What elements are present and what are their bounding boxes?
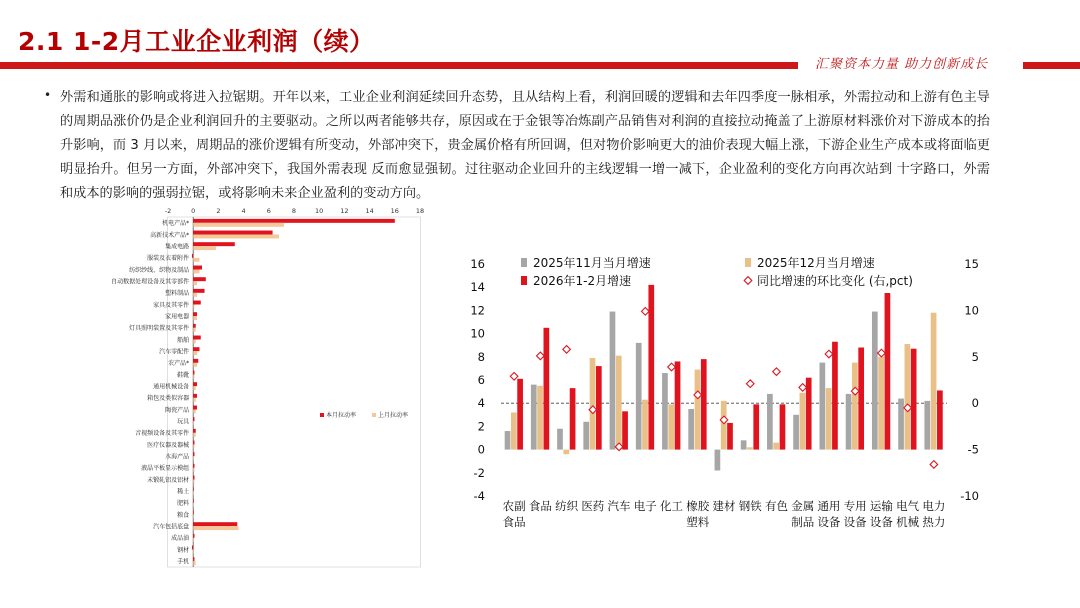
body-paragraph: 外需和通胀的影响或将进入拉锯期。开年以来，工业企业利润延续回升态势，且从结构上看，利润回暖的逻辑和去年四季度一脉相承，外需拉动和上游有色主导的周期品涨价仍是企业利润回升的主要驱动。之所以两者能够共存，原因或在于金银等冶炼副产品销售对利润的直接拉动掩盖了上游原材料涨价对下游成本的抬升影响，而 3 月以来，周期品的涨价逻辑有所变动，外部冲突下，贵金属价格有所回调，但对物价影响更大的油价表现大幅上涨，下游企业生产成本或将面临更明显抬升。但另一方面，外部冲突下，我国外需表现 反而愈显强韧。过往驱动企业回升的主线逻辑一增一减下，企业盈利的变化方向再次站到 十字路口，外需和成本的影响的强弱拉锯，或将影响未来企业盈利的变动方向。 bbox=[60, 90, 990, 201]
x-tick-label: 6 bbox=[266, 207, 271, 215]
bar-janfeb bbox=[701, 359, 707, 449]
bar-previous bbox=[193, 398, 196, 402]
category-label-line2: 设备 bbox=[869, 515, 893, 529]
bullet-mark: • bbox=[44, 88, 52, 102]
page-title: 2.1 1-2月工业企业利润（续） bbox=[18, 27, 375, 56]
x-tick-label: 0 bbox=[191, 207, 196, 215]
category-label: 汽车 bbox=[607, 499, 631, 513]
left-bar-chart bbox=[108, 205, 438, 575]
bar-nov bbox=[531, 385, 537, 450]
category-label: 汽车包括底盘 bbox=[153, 523, 190, 531]
bar-previous bbox=[193, 293, 197, 297]
bar-current bbox=[193, 324, 196, 328]
bar-current bbox=[193, 417, 194, 421]
legend-label: 2025年11月当月增速 bbox=[533, 256, 651, 270]
category-label: 家具及其零件 bbox=[153, 301, 190, 309]
bar-previous bbox=[193, 223, 284, 227]
category-label: 通用机械设备 bbox=[153, 383, 190, 391]
x-tick-label: 2 bbox=[216, 207, 221, 215]
legend-swatch bbox=[521, 258, 527, 267]
bar-dec bbox=[852, 363, 858, 450]
bar-nov bbox=[819, 363, 825, 450]
y-tick-label: 10 bbox=[470, 326, 485, 341]
category-label-line2: 制品 bbox=[791, 515, 815, 529]
x-tick-label: -2 bbox=[164, 207, 172, 215]
bar-previous bbox=[193, 421, 194, 425]
bar-dec bbox=[826, 388, 832, 449]
bar-nov bbox=[583, 422, 589, 450]
bar-previous bbox=[193, 270, 199, 274]
bar-current bbox=[193, 289, 204, 293]
category-label: 纺织纱线、织物及制品 bbox=[129, 266, 190, 274]
y2-tick-label: 5 bbox=[971, 349, 979, 364]
bar-current bbox=[193, 406, 197, 410]
bar-previous bbox=[193, 340, 196, 344]
bar-previous bbox=[193, 316, 197, 320]
category-label: 箱包及类似容器 bbox=[147, 395, 190, 403]
plot-frame bbox=[168, 217, 421, 567]
bar-previous bbox=[193, 445, 194, 449]
bar-dec bbox=[773, 443, 779, 450]
bar-dec bbox=[878, 357, 884, 450]
bar-previous bbox=[193, 456, 194, 460]
bar-previous bbox=[193, 386, 196, 390]
category-label: 集成电路 bbox=[165, 243, 190, 251]
x-tick-label: 4 bbox=[241, 207, 246, 215]
bar-current bbox=[193, 511, 194, 515]
bar-janfeb bbox=[570, 388, 576, 449]
bar-janfeb bbox=[937, 390, 943, 449]
bar-current bbox=[193, 336, 201, 340]
diamond-marker bbox=[537, 352, 545, 360]
bar-current bbox=[193, 359, 198, 363]
bar-janfeb bbox=[517, 379, 523, 450]
bar-previous bbox=[193, 375, 194, 379]
x-tick-label: 12 bbox=[340, 207, 349, 215]
bar-previous bbox=[193, 305, 194, 309]
category-label: 船舶 bbox=[177, 336, 190, 344]
category-label: 专用 bbox=[843, 499, 867, 513]
bar-janfeb bbox=[727, 423, 733, 450]
bar-previous bbox=[193, 433, 196, 437]
category-label: 建材 bbox=[712, 499, 736, 513]
bar-janfeb bbox=[675, 361, 681, 449]
bar-current bbox=[192, 546, 193, 550]
category-label: 金属 bbox=[791, 499, 815, 513]
legend-label: 同比增速的环比变化 (右,pct) bbox=[757, 274, 913, 288]
category-label: 家用电器 bbox=[165, 313, 190, 321]
diamond-marker bbox=[773, 368, 781, 376]
y2-tick-label: 15 bbox=[964, 257, 979, 271]
bar-previous bbox=[193, 526, 238, 530]
diamond-marker bbox=[799, 384, 807, 392]
category-label: 电气 bbox=[896, 499, 920, 513]
category-label: 玩具 bbox=[177, 418, 190, 426]
legend-swatch bbox=[745, 258, 751, 267]
diamond-marker bbox=[563, 346, 571, 354]
bar-dec bbox=[668, 404, 674, 449]
category-label: 钢铁 bbox=[738, 499, 762, 513]
category-label: 钢材 bbox=[177, 546, 190, 554]
category-label: 稀土 bbox=[177, 488, 190, 496]
bar-previous bbox=[193, 410, 196, 414]
bar-current bbox=[193, 429, 196, 433]
x-tick-label: 16 bbox=[390, 207, 399, 215]
legend-swatch bbox=[521, 276, 527, 285]
y-tick-label: 16 bbox=[470, 257, 485, 271]
bar-current bbox=[193, 371, 194, 375]
diamond-marker bbox=[746, 380, 754, 388]
bar-janfeb bbox=[832, 342, 838, 450]
bar-previous bbox=[193, 246, 216, 250]
bar-previous bbox=[193, 561, 196, 565]
category-label: 食品 bbox=[528, 499, 552, 513]
legend-label: 上月拉动率 bbox=[378, 412, 409, 419]
bar-nov bbox=[898, 399, 904, 450]
bar-previous bbox=[193, 503, 194, 507]
bar-current bbox=[193, 464, 194, 468]
category-label-line2: 机械 bbox=[896, 515, 920, 529]
bar-previous bbox=[193, 363, 197, 367]
bar-janfeb bbox=[911, 349, 917, 450]
bar-previous bbox=[193, 235, 279, 239]
category-label: 液晶平板显示模组 bbox=[141, 465, 190, 473]
category-label: 音视频设备及其零件 bbox=[135, 430, 190, 438]
category-label-line2: 设备 bbox=[843, 515, 867, 529]
bar-current bbox=[193, 242, 235, 246]
diamond-marker bbox=[641, 308, 649, 316]
y2-tick-label: -5 bbox=[967, 442, 979, 457]
bar-dec bbox=[590, 358, 596, 450]
y2-tick-label: -10 bbox=[960, 489, 979, 503]
bar-current bbox=[193, 231, 272, 235]
bar-nov bbox=[715, 450, 721, 471]
diamond-marker bbox=[510, 372, 518, 380]
category-label-line2: 设备 bbox=[817, 515, 841, 529]
bar-previous bbox=[193, 328, 196, 332]
legend-swatch bbox=[372, 413, 376, 417]
category-label-line2: 热力 bbox=[922, 515, 946, 529]
bar-janfeb bbox=[780, 404, 786, 449]
category-label: 纺织 bbox=[555, 499, 579, 513]
bar-nov bbox=[846, 394, 852, 450]
bar-dec bbox=[563, 450, 569, 455]
bar-previous bbox=[193, 480, 194, 484]
bar-nov bbox=[872, 312, 878, 450]
category-label: 塑料制品 bbox=[165, 290, 190, 298]
bar-nov bbox=[924, 401, 930, 450]
right-bar-chart bbox=[455, 248, 979, 538]
bar-previous bbox=[193, 258, 199, 262]
bar-dec bbox=[747, 447, 753, 449]
bar-dec bbox=[616, 356, 622, 450]
bar-nov bbox=[610, 312, 616, 450]
category-label: 鞋靴 bbox=[177, 371, 190, 379]
category-label-line2: 食品 bbox=[502, 515, 526, 529]
category-label: 农产品* bbox=[168, 360, 190, 368]
y-tick-label: 14 bbox=[470, 280, 485, 295]
legend-swatch bbox=[320, 413, 324, 417]
category-label: 农副 bbox=[502, 499, 526, 513]
category-label: 粮食 bbox=[177, 511, 190, 519]
bar-janfeb bbox=[858, 348, 864, 450]
bar-current bbox=[193, 266, 202, 270]
diamond-marker bbox=[930, 461, 938, 469]
x-tick-label: 10 bbox=[315, 207, 324, 215]
legend-label: 2025年12月当月增速 bbox=[757, 256, 875, 270]
category-label: 成品油 bbox=[171, 535, 190, 543]
category-label: 灯具照明装置及其零件 bbox=[129, 325, 190, 333]
bar-current bbox=[193, 382, 197, 386]
bar-current bbox=[193, 452, 194, 456]
legend-label: 2026年1-2月增速 bbox=[533, 274, 632, 288]
bar-current bbox=[193, 277, 206, 281]
bar-previous bbox=[193, 538, 194, 542]
bar-janfeb bbox=[544, 328, 550, 450]
bar-nov bbox=[793, 415, 799, 450]
y-tick-label: 4 bbox=[477, 396, 485, 411]
bar-dec bbox=[537, 386, 543, 450]
bar-previous bbox=[193, 351, 197, 355]
category-label: 水海产品 bbox=[165, 453, 190, 461]
category-label: 化工 bbox=[660, 499, 684, 513]
category-label: 服装及衣着附件 bbox=[147, 255, 190, 263]
category-label: 肥料 bbox=[177, 500, 190, 508]
bar-janfeb bbox=[806, 378, 812, 450]
category-label: 电子 bbox=[633, 499, 657, 513]
bar-previous bbox=[193, 468, 194, 472]
bar-nov bbox=[767, 394, 773, 450]
category-label: 通用 bbox=[817, 499, 841, 513]
bar-current bbox=[193, 219, 395, 223]
bar-current bbox=[193, 347, 199, 351]
bar-nov bbox=[636, 343, 642, 450]
category-label: 电力 bbox=[922, 499, 946, 513]
category-label: 汽车零配件 bbox=[159, 348, 190, 356]
bar-previous bbox=[193, 515, 194, 519]
bar-current bbox=[193, 522, 237, 526]
category-label: 橡胶 bbox=[686, 499, 710, 513]
category-label: 有色 bbox=[764, 499, 788, 513]
category-label: 陶瓷产品 bbox=[165, 406, 190, 414]
bar-janfeb bbox=[596, 366, 602, 450]
category-label: 自动数据处理设备及其零部件 bbox=[111, 278, 190, 286]
bar-previous bbox=[193, 550, 194, 554]
bar-dec bbox=[931, 313, 937, 450]
x-tick-label: 14 bbox=[365, 207, 374, 215]
bar-current bbox=[193, 476, 194, 480]
bar-dec bbox=[904, 344, 910, 450]
bar-janfeb bbox=[753, 404, 759, 449]
bar-current bbox=[193, 394, 197, 398]
y-tick-label: 6 bbox=[477, 373, 485, 387]
y-tick-label: 12 bbox=[470, 303, 485, 318]
category-label: 运输 bbox=[869, 499, 893, 513]
bar-janfeb bbox=[622, 411, 628, 449]
bar-nov bbox=[505, 431, 511, 450]
bar-current bbox=[193, 499, 194, 503]
y-tick-label: 0 bbox=[477, 442, 485, 457]
category-label: 机电产品* bbox=[162, 220, 190, 228]
bar-dec bbox=[721, 401, 727, 450]
slogan: 汇聚资本力量 助力创新成长 bbox=[815, 57, 989, 72]
diamond-marker bbox=[878, 349, 886, 357]
bar-nov bbox=[557, 429, 563, 450]
bar-dec bbox=[511, 412, 517, 449]
diamond-marker bbox=[825, 350, 833, 358]
y-tick-label: -2 bbox=[473, 465, 485, 480]
bar-nov bbox=[662, 373, 668, 450]
category-label: 手机 bbox=[177, 558, 190, 566]
category-label: 未锻轧铝及铝材 bbox=[147, 476, 190, 484]
y-tick-label: -4 bbox=[473, 489, 485, 503]
bar-previous bbox=[193, 281, 197, 285]
category-label: 高新技术产品* bbox=[150, 231, 190, 239]
bar-previous bbox=[193, 491, 194, 495]
bar-current bbox=[193, 557, 194, 561]
bar-current bbox=[193, 301, 201, 305]
bar-current bbox=[193, 534, 194, 538]
bar-dec bbox=[695, 370, 701, 450]
y-tick-label: 2 bbox=[477, 419, 485, 434]
category-label-line2: 塑料 bbox=[686, 515, 710, 529]
bar-dec bbox=[800, 393, 806, 450]
bar-current bbox=[193, 487, 194, 491]
bar-nov bbox=[741, 440, 747, 449]
x-tick-label: 18 bbox=[415, 207, 425, 215]
category-label: 医药 bbox=[581, 499, 605, 513]
diamond-marker bbox=[668, 363, 676, 371]
bar-janfeb bbox=[648, 285, 654, 450]
bar-current bbox=[193, 312, 197, 316]
bar-current bbox=[192, 254, 193, 258]
y2-tick-label: 0 bbox=[971, 396, 979, 411]
bar-current bbox=[193, 441, 194, 445]
bar-janfeb bbox=[885, 293, 891, 450]
legend-label: 本月拉动率 bbox=[326, 412, 357, 419]
bar-nov bbox=[688, 409, 694, 450]
x-tick-label: 8 bbox=[291, 207, 297, 215]
bar-dec bbox=[642, 400, 648, 450]
y-tick-label: 8 bbox=[477, 349, 485, 364]
category-label: 医疗仪器及器械 bbox=[147, 441, 190, 449]
y2-tick-label: 10 bbox=[964, 303, 979, 318]
legend-diamond bbox=[744, 277, 752, 285]
